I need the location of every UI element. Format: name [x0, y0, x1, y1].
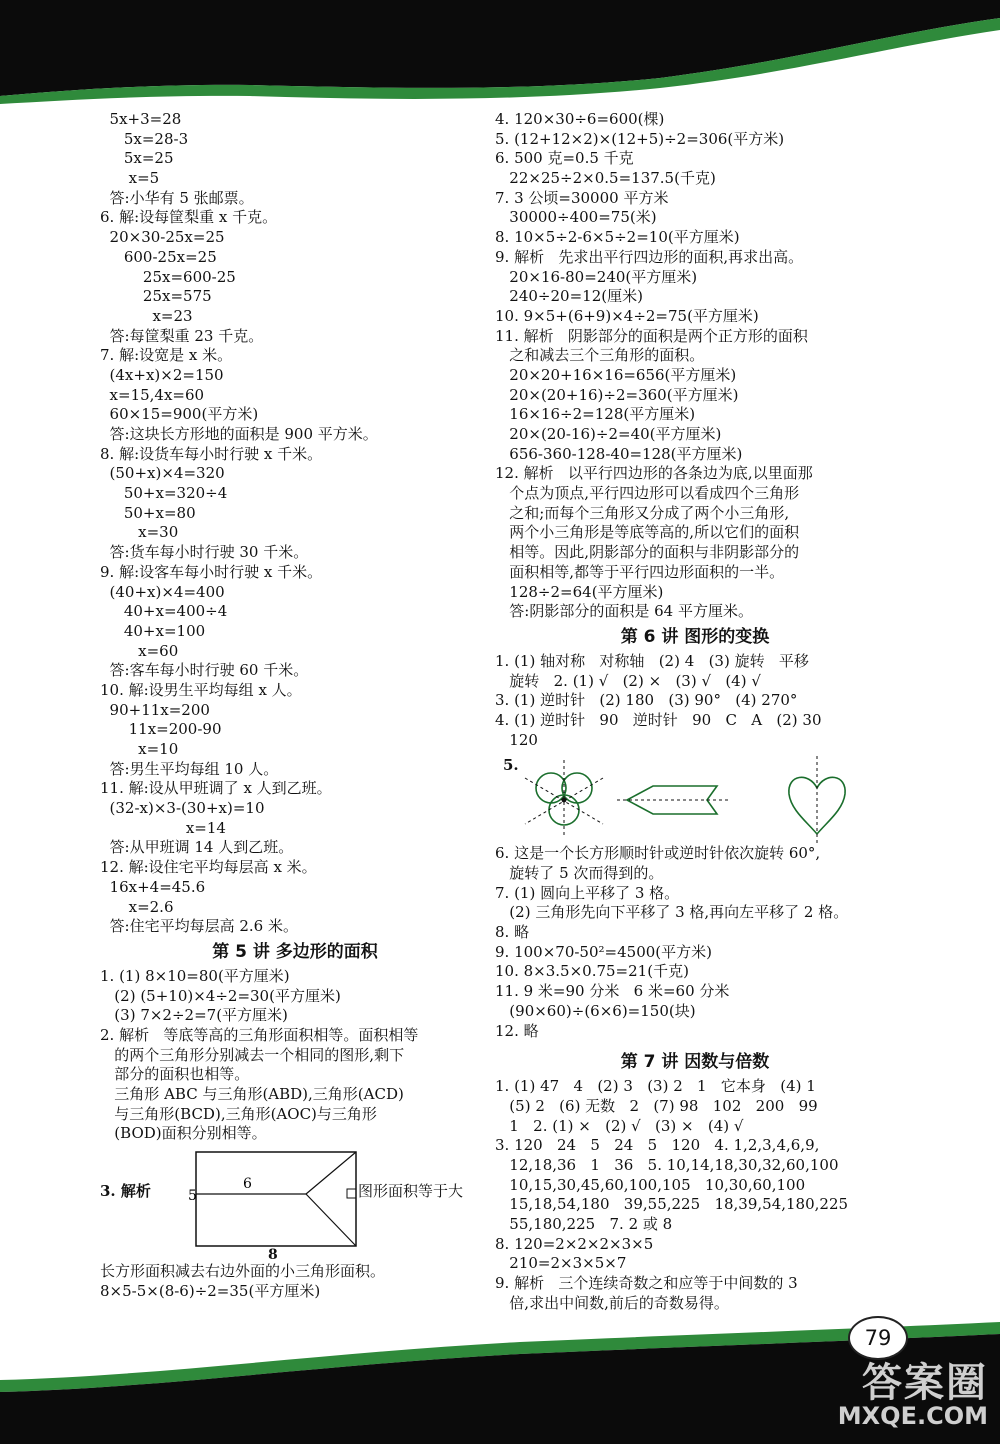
text-line: 长方形面积减去右边外面的小三角形面积。: [100, 1262, 386, 1281]
text-line: 个点为顶点,平行四边形可以看成四个三角形: [495, 484, 800, 503]
section-5-lines: [100, 967, 490, 1144]
text-line: 答:每筐梨重 23 千克。: [100, 326, 264, 345]
text-line: 5x=25: [100, 149, 174, 168]
text-line: 9. 100×70-50²=4500(平方米): [495, 942, 712, 961]
rectangle-outline: [196, 1152, 356, 1246]
text-line: 5. (12+12×2)×(12+5)÷2=306(平方米): [495, 129, 785, 148]
text-line: 3. 120 24 5 24 5 120 4. 1,2,3,4,6,9,: [495, 1136, 820, 1155]
text-line: 30000÷400=75(米): [495, 208, 657, 227]
text-line: 20×(20+16)÷2=360(平方厘米): [495, 385, 739, 404]
section-5-title: 第 5 讲 多边形的面积: [212, 941, 378, 962]
text-line: 22×25÷2×0.5=137.5(千克): [495, 169, 716, 188]
text-line: (2) 三角形先向下平移了 3 格,再向左平移了 2 格。: [495, 903, 849, 922]
text-line: 4. 120×30÷6=600(棵): [495, 110, 665, 128]
text-line: 的两个三角形分别减去一个相同的图形,剩下: [100, 1045, 405, 1064]
text-line: 600-25x=25: [100, 247, 217, 266]
section-6-title: 第 6 讲 图形的变换: [620, 626, 770, 647]
text-line: 9. 解析 三个连续奇数之和应等于中间数的 3: [495, 1274, 798, 1293]
text-line: 9. 解:设客车每小时行驶 x 千米。: [100, 562, 323, 581]
text-line: 旋转了 5 次而得到的。: [495, 864, 664, 882]
text-line: x=15,4x=60: [100, 385, 205, 404]
text-line: 50+x=320÷4: [100, 484, 228, 503]
text-line: (BOD)面积分别相等。: [100, 1124, 267, 1143]
text-line: 40+x=400÷4: [100, 602, 228, 621]
section-6-lines-b: [495, 844, 895, 1041]
text-line: 6. 解:设每筐梨重 x 千克。: [100, 208, 278, 227]
text-line: 8. 略: [495, 923, 530, 942]
symmetry-figures: [517, 750, 887, 844]
section-6-q5: [495, 750, 895, 844]
section-7-lines: [495, 1077, 895, 1313]
text-line: 答:客车每小时行驶 60 千米。: [100, 661, 309, 680]
text-line: (32-x)×3-(30+x)=10: [100, 799, 265, 818]
text-line: 答:货车每小时行驶 30 千米。: [100, 543, 309, 562]
text-line: (50+x)×4=320: [100, 464, 225, 483]
text-line: 三角形 ABC 与三角形(ABD),三角形(ACD): [100, 1085, 404, 1103]
text-line: 90+11x=200: [100, 700, 210, 719]
q3-side-text: 图形面积等于大: [358, 1182, 464, 1201]
text-line: 相等。因此,阴影部分的面积与非阴影部分的: [495, 543, 800, 562]
text-line: 11. 9 米=90 分米 6 米=60 分米: [495, 982, 730, 1001]
left-answer-lines: [100, 110, 490, 937]
text-line: 7. 3 公顷=30000 平方米: [495, 188, 669, 207]
text-line: 1. (1) 47 4 (2) 3 (3) 2 1 它本身 (4) 1: [495, 1077, 816, 1096]
text-line: 倍,求出中间数,前后的奇数易得。: [495, 1293, 729, 1312]
triangle-edge-top: [306, 1152, 356, 1194]
text-line: 11x=200-90: [100, 720, 222, 739]
text-line: 之和;而每个三角形又分成了两个小三角形,: [495, 503, 790, 522]
text-line: 两个小三角形是等底等高的,所以它们的面积: [495, 523, 800, 542]
section-6-lines-a: [495, 652, 895, 750]
dim-bottom-8: 8: [268, 1247, 278, 1264]
text-line: 20×(20-16)÷2=40(平方厘米): [495, 425, 722, 443]
text-line: 5x=28-3: [100, 129, 189, 148]
text-line: 656-360-128-40=128(平方厘米): [495, 444, 743, 463]
text-line: 16x+4=45.6: [100, 877, 206, 896]
text-line: 之和减去三个三角形的面积。: [495, 346, 705, 365]
text-line: 面积相等,都等于平行四边形面积的一半。: [495, 562, 785, 581]
right-answer-lines: [495, 110, 895, 622]
watermark-cn: 答案圈: [862, 1360, 988, 1406]
text-line: 40+x=100: [100, 621, 206, 640]
text-line: x=14: [100, 818, 226, 837]
arrow-figure: [617, 786, 731, 814]
text-line: x=10: [100, 740, 179, 758]
text-line: x=60: [100, 641, 179, 660]
text-line: 8. 120=2×2×2×3×5: [495, 1234, 654, 1253]
text-line: 16×16÷2=128(平方厘米): [495, 405, 696, 424]
text-line: 答:阴影部分的面积是 64 平方厘米。: [495, 602, 753, 621]
text-line: 25x=600-25: [100, 267, 236, 286]
text-line: 9. 解析 先求出平行四边形的面积,再求出高。: [495, 247, 804, 266]
text-line: 1 2. (1) × (2) √ (3) × (4) √: [495, 1116, 744, 1135]
text-line: 7. (1) 圆向上平移了 3 格。: [495, 883, 680, 902]
q5-label: 5.: [503, 756, 519, 775]
text-line: x=5: [100, 169, 160, 188]
text-line: 旋转 2. (1) √ (2) × (3) √ (4) √: [495, 671, 761, 690]
text-line: 6. 500 克=0.5 千克: [495, 149, 634, 168]
text-line: x=30: [100, 523, 179, 542]
section-7-title: 第 7 讲 因数与倍数: [620, 1052, 770, 1073]
text-line: 25x=575: [100, 287, 212, 306]
text-line: 12. 略: [495, 1021, 539, 1040]
triangle-edge-bottom: [306, 1194, 356, 1246]
text-line: x=2.6: [100, 897, 174, 916]
text-line: (4x+x)×2=150: [100, 365, 224, 384]
text-line: 55,180,225 7. 2 或 8: [495, 1215, 673, 1233]
text-line: 240÷20=12(厘米): [495, 287, 643, 306]
text-line: 1. (1) 8×10=80(平方厘米): [100, 966, 290, 985]
page-number: 79: [848, 1316, 908, 1360]
text-line: 10. 解:设男生平均每组 x 人。: [100, 680, 302, 699]
text-line: 8. 10×5÷2-6×5÷2=10(平方厘米): [495, 228, 740, 247]
watermark-en: MXQE.COM: [837, 1402, 988, 1430]
text-line: 7. 解:设宽是 x 米。: [100, 346, 233, 365]
right-column: [495, 110, 895, 1313]
text-line: 6. 这是一个长方形顺时针或逆时针依次旋转 60°,: [495, 844, 821, 863]
text-line: (5) 2 (6) 无数 2 (7) 98 102 200 99: [495, 1096, 818, 1115]
text-line: 部分的面积也相等。: [100, 1065, 250, 1084]
text-line: 与三角形(BCD),三角形(AOC)与三角形: [100, 1104, 377, 1123]
text-line: 12. 解:设住宅平均每层高 x 米。: [100, 858, 317, 877]
heart-figure: [789, 756, 845, 844]
text-line: 210=2×3×5×7: [495, 1254, 627, 1273]
text-line: 答:住宅平均每层高 2.6 米。: [100, 917, 298, 936]
text-line: 10. 8×3.5×0.75=21(千克): [495, 962, 689, 981]
text-line: 5x+3=28: [100, 110, 182, 128]
text-line: (2) (5+10)×4÷2=30(平方厘米): [100, 986, 341, 1005]
text-line: 60×15=900(平方米): [100, 405, 259, 424]
text-line: 8×5-5×(8-6)÷2=35(平方厘米): [100, 1281, 321, 1300]
watermark: [838, 1362, 988, 1429]
text-line: x=23: [100, 306, 193, 325]
text-line: 11. 解:设从甲班调了 x 人到乙班。: [100, 779, 332, 798]
text-line: 2. 解析 等底等高的三角形面积相等。面积相等: [100, 1025, 419, 1044]
text-line: 3. (1) 逆时针 (2) 180 (3) 90° (4) 270°: [495, 691, 798, 710]
text-line: 50+x=80: [100, 503, 196, 522]
text-line: (90×60)÷(6×6)=150(块): [495, 1001, 696, 1020]
text-line: 128÷2=64(平方厘米): [495, 582, 664, 601]
text-line: 答:男生平均每组 10 人。: [100, 759, 279, 778]
text-line: 15,18,54,180 39,55,225 18,39,54,180,225: [495, 1195, 849, 1214]
text-line: 20×16-80=240(平方厘米): [495, 267, 698, 286]
dim-top-6: 6: [243, 1176, 252, 1193]
text-line: 20×20+16×16=656(平方厘米): [495, 365, 737, 384]
text-line: 12. 解析 以平行四边形的各条边为底,以里面那: [495, 464, 813, 483]
rectangle-diagram: [188, 1148, 368, 1258]
q3-label: 3. 解析: [100, 1182, 151, 1201]
text-line: 12,18,36 1 36 5. 10,14,18,30,32,60,100: [495, 1155, 839, 1174]
text-line: 8. 解:设货车每小时行驶 x 千米。: [100, 444, 323, 463]
text-line: 答:这块长方形地的面积是 900 平方米。: [100, 425, 378, 443]
dim-left-5: 5: [188, 1188, 197, 1205]
section-5-q3: [100, 1144, 490, 1262]
text-line: 120: [495, 730, 538, 749]
text-line: 20×30-25x=25: [100, 228, 225, 247]
text-line: 1. (1) 轴对称 对称轴 (2) 4 (3) 旋转 平移: [495, 651, 809, 670]
text-line: 答:小华有 5 张邮票。: [100, 188, 254, 207]
text-line: 10,15,30,45,60,100,105 10,30,60,100: [495, 1175, 806, 1194]
text-line: 答:从甲班调 14 人到乙班。: [100, 838, 294, 857]
text-line: 11. 解析 阴影部分的面积是两个正方形的面积: [495, 326, 808, 345]
text-line: 10. 9×5+(6+9)×4÷2=75(平方厘米): [495, 306, 759, 325]
three-circles-figure: [525, 760, 603, 838]
section-5-q3-after: [100, 1262, 490, 1301]
text-line: (40+x)×4=400: [100, 582, 225, 601]
center-dot: [562, 798, 567, 803]
right-angle-mark: [347, 1189, 356, 1198]
text-line: 4. (1) 逆时针 90 逆时针 90 C A (2) 30: [495, 710, 822, 729]
left-column: [100, 110, 490, 1301]
text-line: (3) 7×2÷2=7(平方厘米): [100, 1006, 288, 1025]
